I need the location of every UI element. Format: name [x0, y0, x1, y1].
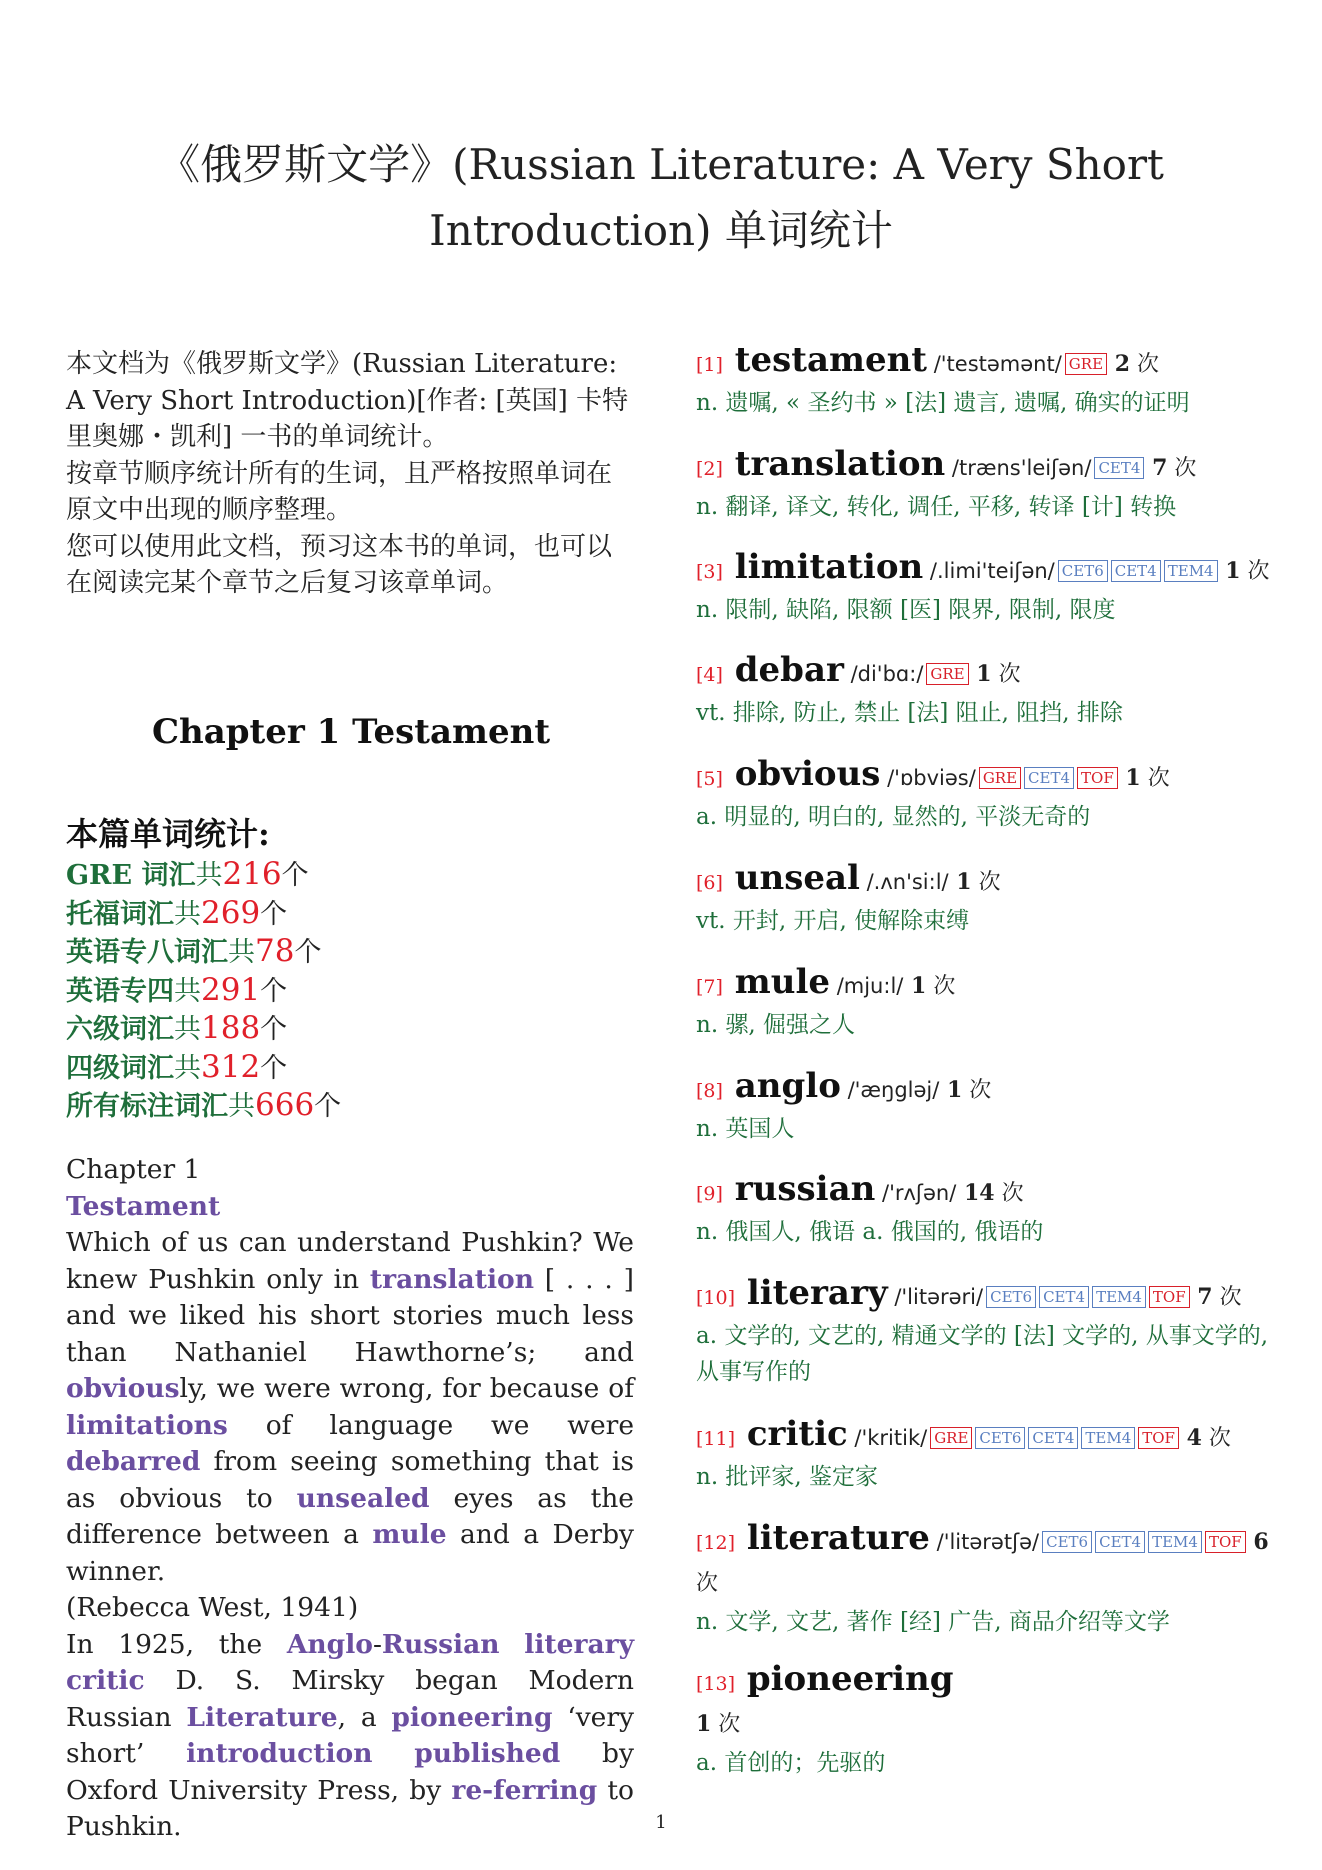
chapter-passage — [66, 1152, 634, 1846]
exam-tag: CET4 — [1024, 767, 1074, 789]
stat-label: 英语专四 — [66, 975, 174, 1007]
exam-tag: CET4 — [1094, 457, 1144, 479]
entry-phonetic: /'testəmənt/ — [927, 352, 1062, 376]
occurrence-count: 6 次 — [696, 1529, 1269, 1596]
exam-tag: TOF — [1149, 1286, 1190, 1308]
highlighted-word[interactable]: obvious — [66, 1373, 180, 1404]
exam-tag: GRE — [979, 767, 1021, 789]
entry-index: [4] — [696, 664, 723, 686]
stat-row: 英语专四共291个 — [66, 971, 288, 1008]
exam-tag: TOF — [1138, 1427, 1179, 1449]
vocab-entry — [696, 547, 1276, 628]
occurrence-count: 4 次 — [1178, 1425, 1231, 1451]
stat-row: 托福词汇共269个 — [66, 894, 288, 931]
entry-definition: n. 遗嘱, « 圣约书 » [法] 遗言, 遗嘱, 确实的证明 — [696, 390, 1190, 416]
stat-row: 六级词汇共188个 — [66, 1010, 288, 1046]
exam-tag: GRE — [1065, 353, 1107, 375]
exam-tag: CET6 — [1058, 560, 1108, 582]
highlighted-word[interactable]: Literature — [186, 1701, 338, 1733]
entry-phonetic: /'litərəri/ — [887, 1285, 984, 1309]
highlighted-word[interactable]: introduction — [186, 1738, 373, 1769]
entry-index: [9] — [696, 1183, 723, 1205]
entry-word: unseal — [722, 858, 860, 898]
entry-index: [10] — [696, 1287, 736, 1309]
entry-word: pioneering — [735, 1659, 954, 1699]
occurrence-count: 1 次 — [968, 661, 1021, 687]
entry-definition: n. 文学, 文艺, 著作 [经] 广告, 商品介绍等文学 — [696, 1609, 1170, 1635]
exam-tag: CET6 — [1042, 1531, 1092, 1553]
highlighted-word[interactable]: Russian — [381, 1628, 500, 1660]
exam-tag: CET4 — [1111, 560, 1161, 582]
entry-definition: n. 俄国人, 俄语 a. 俄国的, 俄语的 — [696, 1219, 1044, 1245]
chapter-label: Chapter 1 — [66, 1154, 201, 1185]
highlighted-word[interactable]: Anglo — [286, 1628, 373, 1660]
entry-word: literary — [735, 1273, 888, 1313]
stat-row: 所有标注词汇共666个 — [66, 1087, 342, 1123]
entry-phonetic: /.limi'teiʃən/ — [923, 559, 1055, 583]
exam-tag: TOF — [1205, 1531, 1246, 1553]
stat-label: 所有标注词汇 — [66, 1091, 228, 1122]
entry-phonetic: /.ʌn'si:l/ — [859, 870, 949, 894]
entry-phonetic: /mju:l/ — [830, 974, 904, 998]
stat-count: 188 — [201, 1010, 261, 1046]
intro-paragraph: 您可以使用此文档，预习这本书的单词，也可以在阅读完某个章节之后复习该章单词。 — [66, 531, 613, 598]
entry-word: limitation — [722, 547, 924, 587]
stat-label: 四级词汇 — [66, 1052, 174, 1084]
vocab-entry — [696, 444, 1276, 525]
exam-tag: CET4 — [1039, 1286, 1089, 1308]
highlighted-word[interactable]: translation — [369, 1263, 534, 1295]
highlighted-word[interactable]: unsealed — [296, 1482, 430, 1514]
entry-index: [2] — [696, 458, 723, 480]
entry-index: [12] — [696, 1532, 736, 1554]
entry-word: russian — [722, 1169, 876, 1209]
entry-index: [8] — [696, 1080, 723, 1102]
highlighted-word[interactable]: debarred — [66, 1446, 201, 1477]
vocab-entry — [696, 340, 1276, 421]
highlighted-word[interactable]: pioneering — [391, 1701, 553, 1733]
entry-index: [7] — [696, 976, 723, 998]
highlighted-word[interactable]: literary — [524, 1628, 634, 1660]
vocab-entry — [696, 962, 1276, 1043]
entry-index: [13] — [696, 1673, 736, 1695]
entry-definition: vt. 排除, 防止, 禁止 [法] 阻止, 阻挡, 排除 — [696, 700, 1123, 726]
vocab-entry — [696, 1273, 1276, 1390]
occurrence-count: 7 次 — [1144, 455, 1197, 481]
entry-phonetic: /'rʌʃən/ — [875, 1181, 957, 1205]
entry-word: literature — [735, 1518, 930, 1558]
vocab-entry — [696, 754, 1276, 835]
intro-paragraph: 本文档为《俄罗斯文学》(Russian Literature: A Very Short Introduction)[作者: [英国] 卡特里奥娜・凯利] 一书的单词统计。 — [66, 349, 629, 452]
entry-definition: vt. 开封, 开启, 使解除束缚 — [696, 908, 970, 934]
entry-phonetic: /'litərətʃə/ — [929, 1530, 1040, 1554]
entry-definition: a. 首创的；先驱的 — [696, 1750, 886, 1776]
vocab-entry — [696, 1414, 1276, 1495]
stat-count: 78 — [255, 933, 295, 969]
entry-index: [11] — [696, 1428, 736, 1450]
stat-count: 312 — [201, 1048, 261, 1085]
chapter-subtitle: Testament — [66, 1190, 221, 1222]
vocab-entry — [696, 858, 1276, 939]
entry-definition: n. 限制, 缺陷, 限额 [医] 限界, 限制, 限度 — [696, 597, 1116, 623]
exam-tag: GRE — [926, 663, 968, 685]
vocab-entry — [696, 1066, 1276, 1147]
entry-phonetic: /'ɒbviəs/ — [880, 766, 976, 790]
intro — [66, 346, 636, 602]
entry-definition: n. 英国人 — [696, 1116, 795, 1142]
entry-index: [3] — [696, 561, 723, 583]
chapter-heading: Chapter 1 Testament — [151, 712, 551, 752]
stat-count: 269 — [201, 894, 261, 931]
highlighted-word[interactable]: published — [414, 1738, 561, 1769]
epigraph: Which of us can understand Pushkin? We knew Pushkin only in translation [ . . . ] and we liked his short stories much less than Nathaniel Hawthorne’s; and obviously, we were wrong, for because of limitations of language we were debarred from seeing something that is as obvious to unsealed eyes as the difference between a mule and a Derby winner. — [66, 1227, 635, 1587]
exam-tag: CET6 — [975, 1427, 1025, 1449]
exam-tag: TEM4 — [1081, 1427, 1135, 1449]
entry-phonetic: /di'bɑ:/ — [843, 662, 924, 686]
stat-label: 英语专八词汇 — [66, 937, 228, 968]
stat-label: 托福词汇 — [66, 898, 174, 930]
occurrence-count: 7 次 — [1189, 1284, 1242, 1310]
exam-tag: TEM4 — [1092, 1286, 1146, 1308]
stat-label: 六级词汇 — [66, 1014, 174, 1045]
entry-phonetic: /'kritik/ — [847, 1426, 928, 1450]
entry-definition: n. 翻译, 译文, 转化, 调任, 平移, 转译 [计] 转换 — [696, 494, 1177, 520]
stat-count: 291 — [201, 971, 261, 1008]
entry-definition: a. 文学的, 文艺的, 精通文学的 [法] 文学的, 从事文学的, 从事写作的 — [696, 1323, 1269, 1385]
highlighted-word[interactable]: re-ferring — [451, 1774, 598, 1806]
word-stats — [66, 812, 636, 1126]
entry-index: [6] — [696, 872, 723, 894]
stat-row: 英语专八词汇共78个 — [66, 933, 322, 969]
citation: (Rebecca West, 1941) — [66, 1592, 359, 1623]
entry-word: mule — [722, 962, 831, 1002]
highlighted-word[interactable]: critic — [66, 1665, 145, 1696]
page-number: 1 — [655, 1812, 667, 1833]
document-title: 《俄罗斯文学》(Russian Literature: A Very Short Introduction) 单词统计 — [158, 140, 1164, 255]
exam-tag: TEM4 — [1164, 560, 1218, 582]
occurrence-count: 1 次 — [1217, 558, 1270, 584]
entry-definition: a. 明显的, 明白的, 显然的, 平淡无奇的 — [696, 804, 1091, 830]
intro-paragraph: 按章节顺序统计所有的生词，且严格按照单词在原文中出现的顺序整理。 — [66, 458, 613, 525]
exam-tag: TEM4 — [1148, 1531, 1202, 1553]
entry-index: [5] — [696, 768, 723, 790]
occurrence-count: 2 次 — [1107, 351, 1159, 377]
entry-definition: n. 骡, 倔强之人 — [696, 1012, 856, 1038]
occurrence-count: 14 次 — [956, 1180, 1024, 1206]
exam-tag: CET6 — [986, 1286, 1036, 1308]
exam-tag: CET4 — [1028, 1427, 1078, 1449]
occurrence-count: 1 次 — [1117, 765, 1170, 791]
entry-word: debar — [722, 650, 844, 690]
entry-definition: n. 批评家, 鉴定家 — [696, 1464, 879, 1490]
exam-tag: TOF — [1077, 767, 1118, 789]
highlighted-word[interactable]: mule — [372, 1519, 447, 1550]
vocab-entry — [696, 650, 1276, 731]
entry-word: translation — [722, 444, 946, 484]
stat-row: 四级词汇共312个 — [66, 1048, 288, 1085]
entry-index: [1] — [696, 354, 723, 376]
entry-phonetic: /træns'leiʃən/ — [945, 456, 1092, 480]
stats-title: 本篇单词统计: — [66, 815, 270, 853]
stat-count: 666 — [255, 1087, 315, 1123]
entry-phonetic: /'æŋgləj/ — [840, 1078, 940, 1102]
stat-count: 216 — [222, 856, 282, 892]
entry-word: anglo — [722, 1066, 841, 1106]
occurrence-count: 1 次 — [939, 1077, 992, 1103]
vocab-entry — [696, 1659, 1276, 1781]
highlighted-word[interactable]: limitations — [66, 1409, 228, 1441]
occurrence-count: 1 次 — [903, 973, 956, 999]
entry-word: critic — [735, 1414, 848, 1454]
exam-tag: GRE — [930, 1427, 972, 1449]
stat-row: GRE 词汇共216个 — [66, 856, 309, 892]
vocab-entry — [696, 1518, 1276, 1640]
vocab-entry — [696, 1169, 1276, 1250]
exam-tag: CET4 — [1095, 1531, 1145, 1553]
entry-word: testament — [722, 340, 928, 380]
body-paragraph: In 1925, the Anglo-Russian literary critic D. S. Mirsky began Modern Russian Literature, a pioneering ‘very short’ introduction published by Oxford University Press, by re-ferring to Pushkin. — [66, 1628, 635, 1842]
stat-label: GRE 词汇 — [66, 860, 196, 891]
entry-word: obvious — [722, 754, 881, 794]
occurrence-count: 1 次 — [948, 869, 1001, 895]
occurrence-count: 1 次 — [696, 1711, 741, 1737]
